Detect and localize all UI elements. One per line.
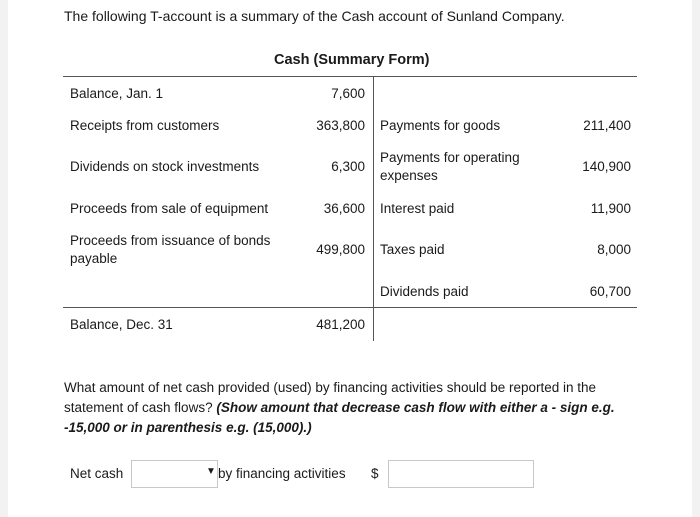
provided-used-select[interactable] (131, 460, 218, 488)
credit-label: Payments for goods (380, 118, 501, 133)
financing-activities-label: by financing activities (218, 466, 346, 481)
net-cash-label: Net cash (70, 466, 124, 481)
ending-balance-label: Balance, Dec. 31 (70, 317, 173, 332)
credit-amount: 211,400 (583, 118, 631, 133)
debit-label: Receipts from customers (70, 118, 220, 133)
taccount-top-rule (63, 76, 637, 77)
credit-label: Taxes paid (380, 242, 445, 257)
left-frame (0, 0, 8, 517)
taccount-title: Cash (Summary Form) (274, 52, 430, 68)
question-instruction: (Show amount that decrease cash flow with either a - sign e.g. -15,000 or in parenthesis e.g. (15,000).) (64, 400, 615, 435)
debit-label: Balance, Jan. 1 (70, 86, 164, 101)
credit-label: Interest paid (380, 201, 455, 216)
debit-amount: 7,600 (331, 86, 365, 101)
debit-label: Proceeds from sale of equipment (70, 201, 269, 216)
credit-label: Payments for operating expenses (380, 150, 520, 183)
credit-amount: 11,900 (590, 201, 631, 216)
currency-symbol: $ (371, 466, 379, 481)
debit-amount: 36,600 (323, 201, 365, 216)
taccount-balance-rule (63, 307, 637, 308)
debit-amount: 363,800 (316, 118, 365, 133)
taccount-center-rule (373, 77, 374, 341)
debit-label: Proceeds from issuance of bonds payable (70, 233, 271, 266)
credit-label: Dividends paid (380, 284, 469, 299)
debit-amount: 6,300 (331, 159, 365, 174)
debit-amount: 499,800 (316, 242, 365, 257)
debit-label: Dividends on stock investments (70, 159, 260, 174)
right-frame (692, 0, 700, 517)
intro-text: The following T-account is a summary of the Cash account of Sunland Company. (64, 8, 565, 24)
question-body: What amount of net cash provided (used) by financing activities should be reported in the statement of cash flows? (64, 380, 597, 415)
chevron-down-icon[interactable]: ▼ (206, 466, 216, 477)
ending-balance-amount: 481,200 (316, 317, 365, 332)
credit-amount: 8,000 (597, 242, 631, 257)
question-text (64, 378, 654, 438)
credit-amount: 140,900 (582, 159, 631, 174)
net-cash-amount-input[interactable] (388, 460, 534, 488)
credit-amount: 60,700 (589, 284, 631, 299)
